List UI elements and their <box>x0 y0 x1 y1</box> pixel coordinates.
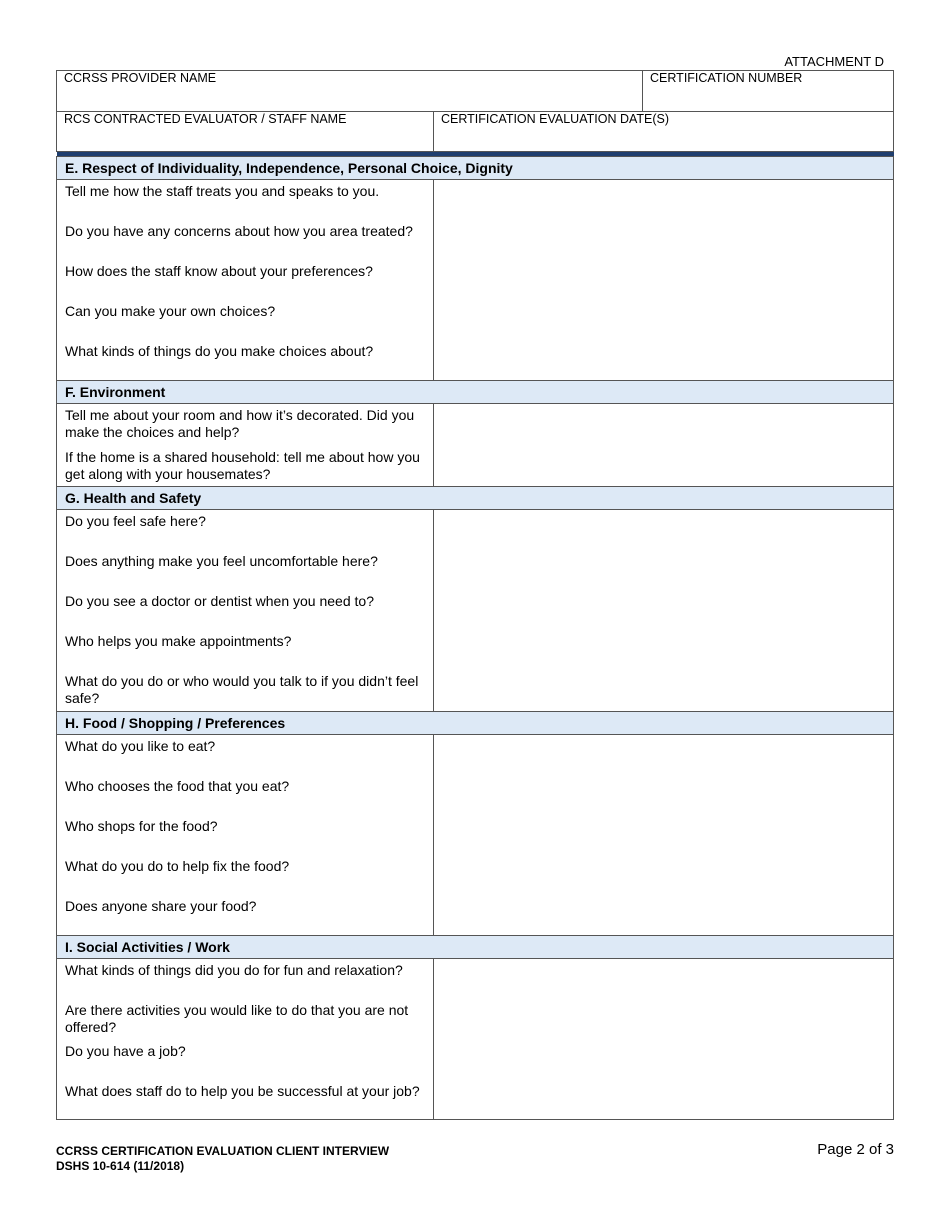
form-number: DSHS 10-614 (11/2018) <box>56 1159 185 1173</box>
question-item: Who chooses the food that you eat? <box>65 778 290 794</box>
attachment-label: ATTACHMENT D <box>784 54 884 69</box>
provider-name-field[interactable] <box>57 71 643 112</box>
question-item: Who helps you make appointments? <box>65 633 292 649</box>
question-item: How does the staff know about your preferences? <box>65 263 373 279</box>
question-item: Tell me about your room and how it’s decorated. Did you make the choices and help? <box>65 407 415 440</box>
section-i-questions <box>57 959 434 1120</box>
section-e-questions <box>57 180 434 381</box>
question-item: Do you have a job? <box>65 1043 186 1059</box>
section-g-answer-area[interactable] <box>434 510 894 712</box>
certification-number-label: CERTIFICATION NUMBER <box>650 71 803 85</box>
section-f-answer-area[interactable] <box>434 404 894 487</box>
question-item: Do you have any concerns about how you area treated? <box>65 223 413 239</box>
certification-number-field[interactable] <box>643 71 894 112</box>
question-item: What kinds of things do you make choices about? <box>65 343 374 359</box>
section-h-answer-area[interactable] <box>434 735 894 936</box>
question-item: What do you like to eat? <box>65 738 216 754</box>
question-item: What do you do or who would you talk to if you didn’t feel safe? <box>65 673 419 706</box>
section-i-heading: I. Social Activities / Work <box>57 936 894 959</box>
question-item: If the home is a shared household: tell me about how you get along with your housemates? <box>65 449 420 482</box>
question-item: What does staff do to help you be successful at your job? <box>65 1083 420 1099</box>
section-g-questions <box>57 510 434 712</box>
question-item: Can you make your own choices? <box>65 303 276 319</box>
form-title: CCRSS CERTIFICATION EVALUATION CLIENT INTERVIEW <box>56 1144 390 1158</box>
evaluation-dates-label: CERTIFICATION EVALUATION DATE(S) <box>441 112 670 126</box>
question-item: What do you do to help fix the food? <box>65 858 290 874</box>
evaluator-name-field[interactable] <box>57 112 434 152</box>
question-item: Tell me how the staff treats you and speaks to you. <box>65 183 380 199</box>
question-item: Do you feel safe here? <box>65 513 206 529</box>
section-g-heading: G. Health and Safety <box>57 487 894 510</box>
page-number: Page 2 of 3 <box>817 1141 894 1158</box>
question-item: Does anything make you feel uncomfortable here? <box>65 553 378 569</box>
section-f-questions <box>57 404 434 487</box>
question-item: Are there activities you would like to do that you are not offered? <box>65 1002 409 1035</box>
question-item: Does anyone share your food? <box>65 898 257 914</box>
provider-name-label: CCRSS PROVIDER NAME <box>64 71 217 85</box>
section-e-heading: E. Respect of Individuality, Independence, Personal Choice, Dignity <box>57 157 894 180</box>
question-item: Do you see a doctor or dentist when you need to? <box>65 593 374 609</box>
section-e-answer-area[interactable] <box>434 180 894 381</box>
section-i-answer-area[interactable] <box>434 959 894 1120</box>
section-h-heading: H. Food / Shopping / Preferences <box>57 712 894 735</box>
section-f-heading: F. Environment <box>57 381 894 404</box>
section-h-questions <box>57 735 434 936</box>
question-item: What kinds of things did you do for fun and relaxation? <box>65 962 403 978</box>
question-item: Who shops for the food? <box>65 818 218 834</box>
evaluation-form-table <box>56 70 894 1120</box>
form-footer <box>56 1144 389 1174</box>
evaluator-label: RCS CONTRACTED EVALUATOR / STAFF NAME <box>64 112 347 126</box>
evaluation-dates-field[interactable] <box>434 112 894 152</box>
